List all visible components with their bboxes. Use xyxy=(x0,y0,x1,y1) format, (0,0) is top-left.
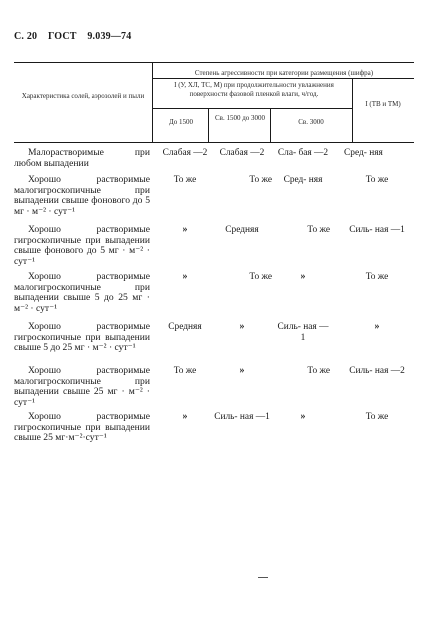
row-value-over-3000: То же xyxy=(307,366,330,376)
row-value-under-1500: » xyxy=(182,224,188,235)
row-value-under-1500: » xyxy=(182,271,188,282)
row-value-under-1500: Средняя xyxy=(168,322,202,332)
category-tv-header: I (ТВ и ТМ) xyxy=(365,100,401,108)
row-value-over-3000: » xyxy=(300,411,306,422)
row-characteristic: Хорошо растворимые малогигроскопичные при выпадении свыше фонового до 5 мг · м⁻² · сут⁻¹ xyxy=(14,174,150,217)
row-value-1500-3000: » xyxy=(239,365,245,376)
table-top-rule xyxy=(14,62,414,63)
row-characteristic: Хорошо растворимые малогигроскопичные при выпадении свыше 5 до 25 мг · м⁻² · сут⁻¹ xyxy=(14,271,150,314)
row-value-tv-tm: Силь- ная —1 xyxy=(349,225,405,235)
page-header xyxy=(14,31,139,42)
row-characteristic: Малорастворимые при любом выпадении xyxy=(14,147,150,169)
table-row xyxy=(14,322,414,366)
characteristic-header: Характеристика солей, аэрозолей и пыли xyxy=(21,92,145,100)
table-header-bottom-rule xyxy=(14,142,414,143)
row-value-tv-tm: То же xyxy=(365,412,389,422)
subheader-over-3000: Св. 3000 xyxy=(298,118,324,126)
row-value-tv-tm: То же xyxy=(365,175,389,185)
row-value-1500-3000: Силь- ная —1 xyxy=(214,412,270,422)
aggressiveness-header: Степень агрессивности при категории размещения (шифра) xyxy=(194,69,374,77)
row-characteristic: Хорошо растворимые гигроскопичные при выпадении свыше фонового до 5 мг · м⁻² · сут⁻¹ xyxy=(14,224,150,267)
row-value-tv-tm: Силь- ная —2 xyxy=(349,366,405,376)
row-characteristic: Хорошо растворимые малогигроскопичные при выпадении свыше 25 мг · м⁻² · сут⁻¹ xyxy=(14,365,150,408)
standard-label: ГОСТ xyxy=(47,31,77,42)
page-number: С. 20 xyxy=(14,31,38,42)
row-value-over-3000: То же xyxy=(307,225,330,235)
row-value-under-1500: То же xyxy=(173,175,197,185)
table-divider-2 xyxy=(208,108,209,142)
table-row xyxy=(14,272,414,316)
row-value-tv-tm: » xyxy=(374,321,380,332)
row-value-over-3000: Сла- бая —2 xyxy=(277,148,329,158)
table-divider-3 xyxy=(270,108,271,142)
row-value-1500-3000: Средняя xyxy=(225,225,259,235)
table-row xyxy=(14,225,414,269)
table-divider-1 xyxy=(152,62,153,142)
row-value-1500-3000: То же xyxy=(249,175,272,185)
row-value-1500-3000: » xyxy=(239,321,245,332)
table-row xyxy=(14,366,414,410)
table-row xyxy=(14,412,414,456)
row-value-1500-3000: То же xyxy=(249,272,272,282)
row-value-over-3000: Силь- ная —1 xyxy=(277,322,329,343)
row-value-tv-tm: Сред- няя xyxy=(344,148,383,158)
subheader-1500-3000: Св. 1500 до 3000 xyxy=(214,114,266,122)
row-characteristic: Хорошо растворимые гигроскопичные при выпадении свыше 25 мг·м⁻²·сут⁻¹ xyxy=(14,411,150,444)
row-value-over-3000: » xyxy=(300,271,306,282)
row-value-under-1500: Слабая —2 xyxy=(162,148,208,158)
category-i-header: I (У, ХЛ, ТС, М) при продолжительности увлажнения поверхности фазовой пленкой влаги, ч/год. xyxy=(174,81,334,98)
subheader-under-1500: До 1500 xyxy=(168,118,194,126)
footer-mark xyxy=(258,577,268,578)
row-value-tv-tm: То же xyxy=(365,272,389,282)
row-value-under-1500: » xyxy=(182,411,188,422)
row-value-over-3000: Сред- няя xyxy=(283,175,323,185)
span-header-rule xyxy=(152,78,414,79)
row-value-under-1500: То же xyxy=(173,366,197,376)
group-header-rule xyxy=(152,108,352,109)
table-row xyxy=(14,175,414,219)
standard-number: 9.039—74 xyxy=(87,31,132,42)
table-divider-4 xyxy=(352,78,353,142)
row-characteristic: Хорошо растворимые гигроскопичные при выпадении свыше 5 до 25 мг · м⁻² · сут⁻¹ xyxy=(14,321,150,354)
row-value-1500-3000: Слабая —2 xyxy=(219,148,265,158)
